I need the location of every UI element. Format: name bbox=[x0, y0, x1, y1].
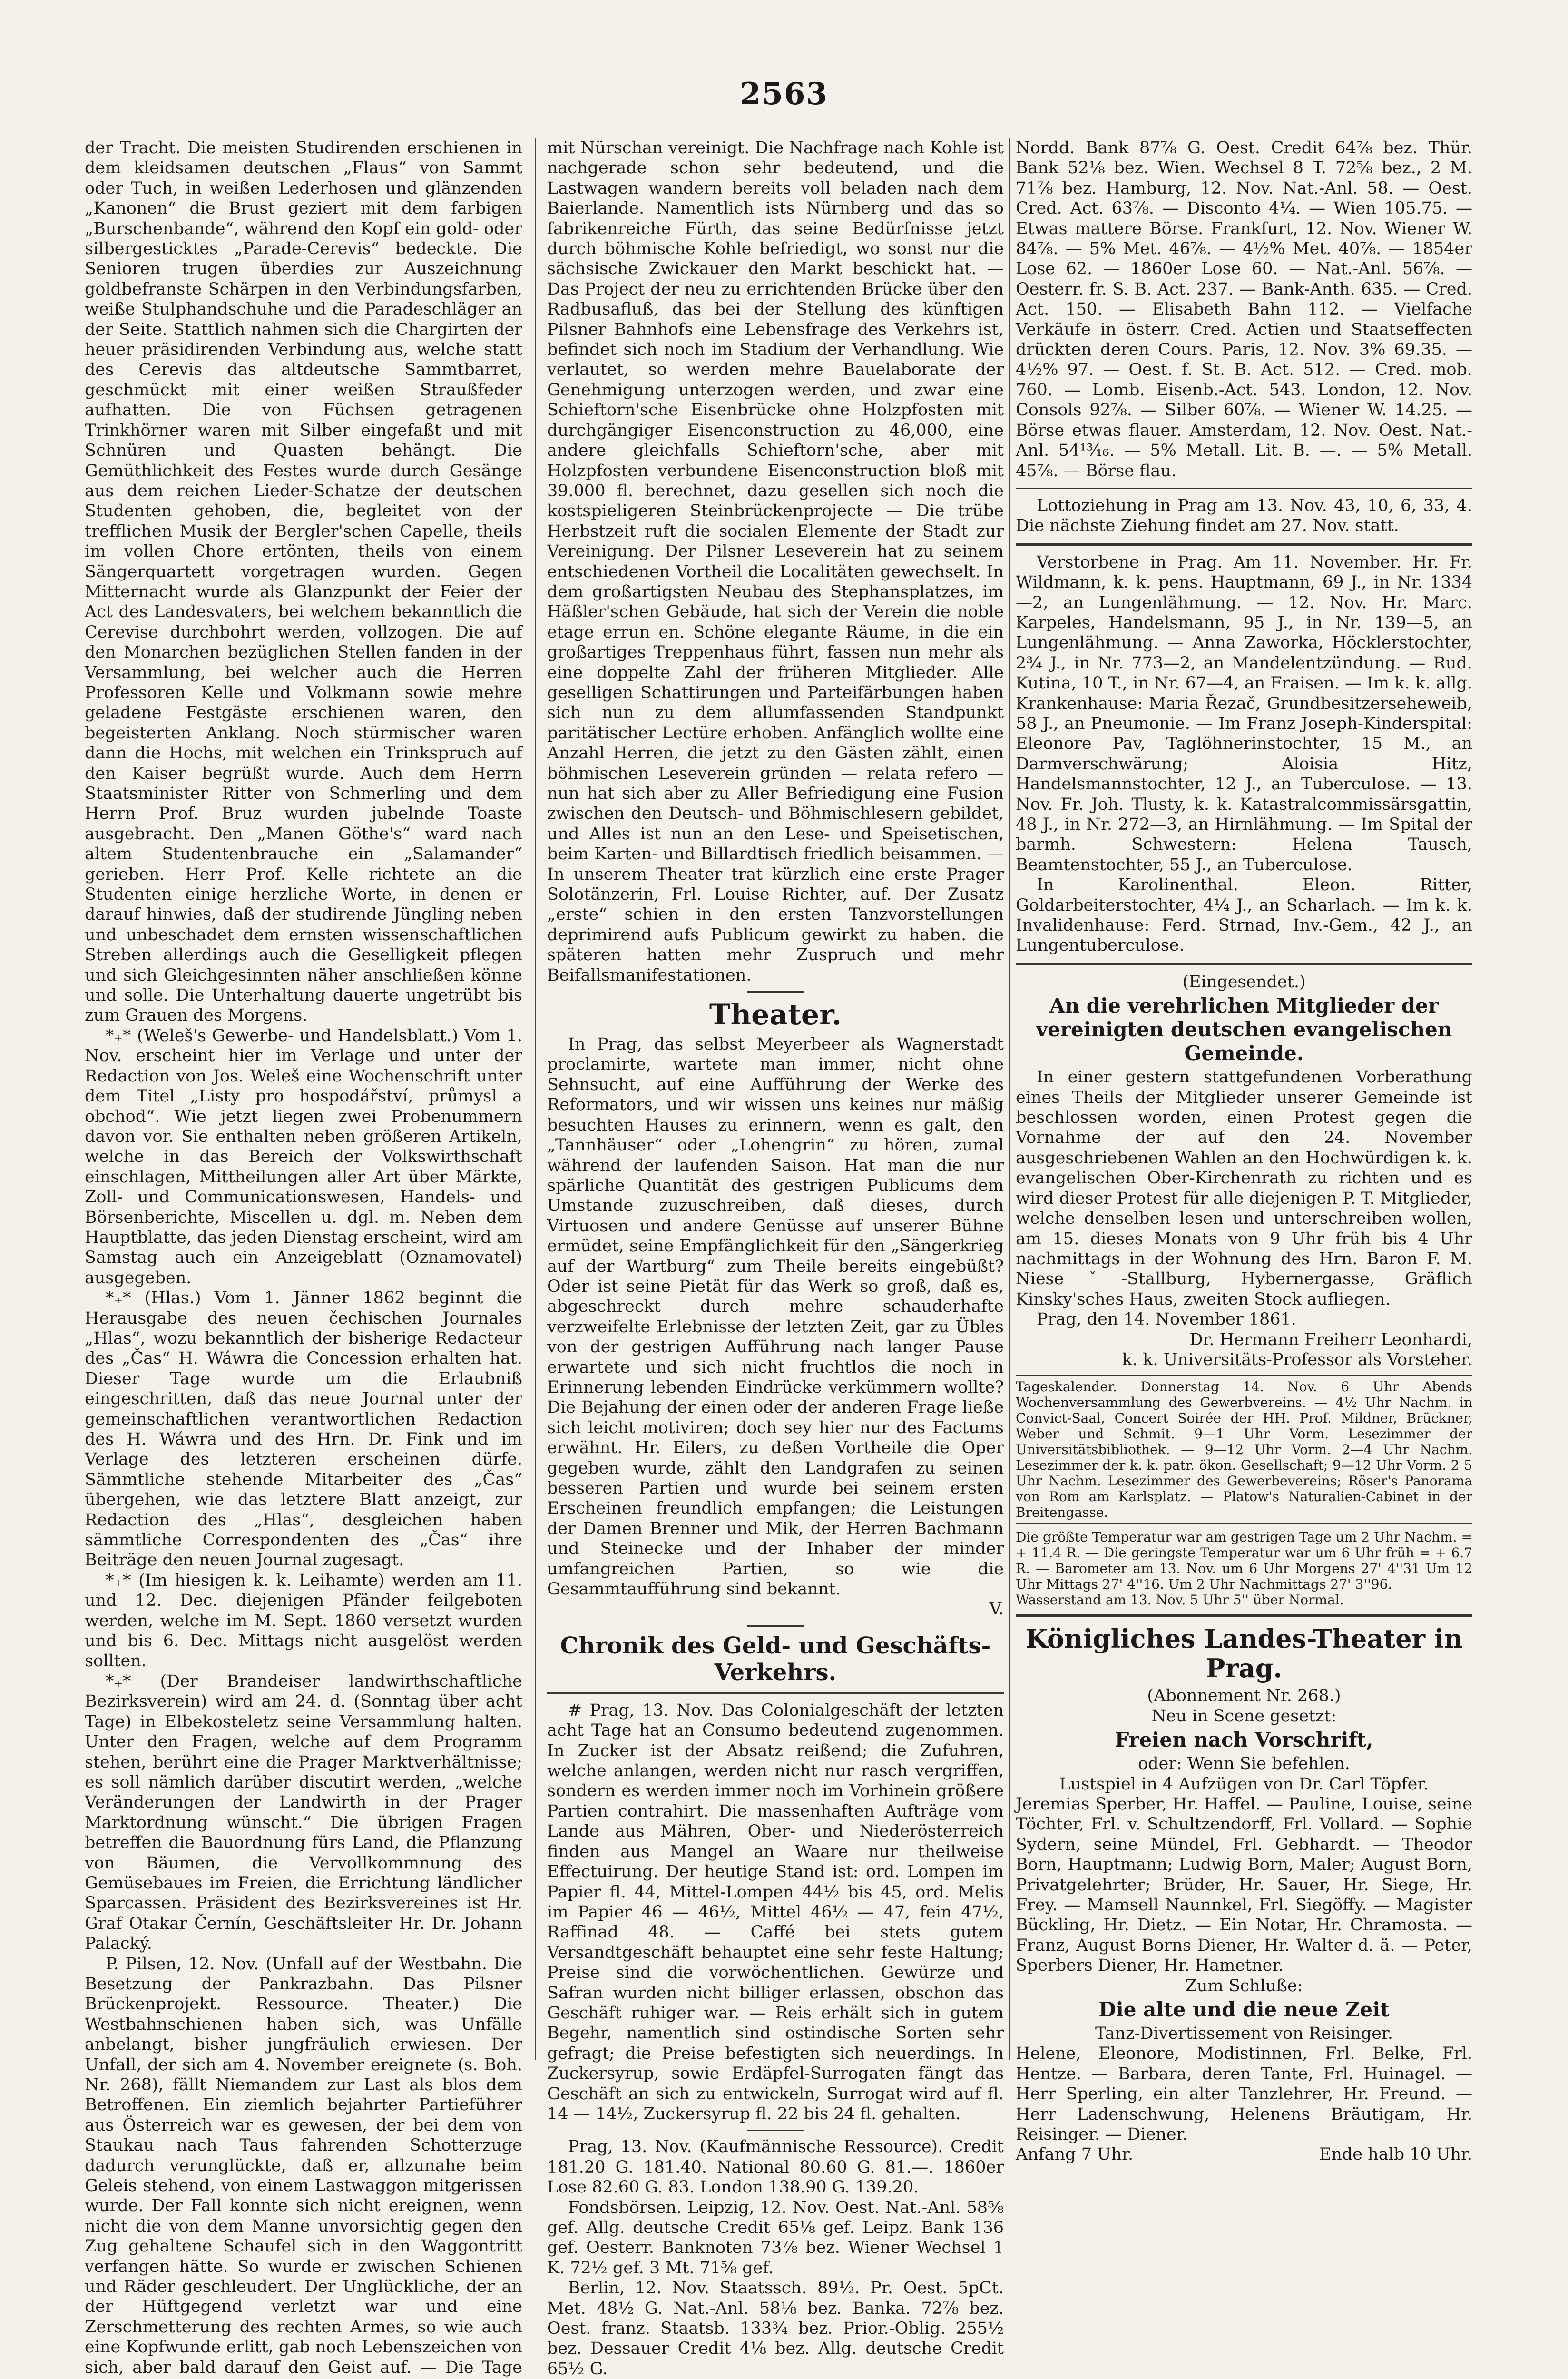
play-title: Freien nach Vorschrift, bbox=[1115, 1728, 1373, 1752]
dance-title: Die alte und die neue Zeit bbox=[1098, 1998, 1390, 2022]
article-paragraph: P. Pilsen, 12. Nov. (Unfall auf der Westbahn. Die Besetzung der Pankrazbahn. Das Pilsner Brückenprojekt. Ressource. Theater.) Die Westbahnschienen haben sich, was Unfälle anbelangt, bisher jungfräulich erwiesen. Der Unfall, der sich am 4. November ereignete (s. Boh. Nr. 268), fällt Niemandem zur Last als blos dem Betroffenen. Ein ziemlich bejahrter Partieführer aus Österreich war es gewesen, der bei dem von Staukau nach Taus fahrenden Schotterzuge dadurch verunglückte, daß er, allzunahe beim Geleis stehend, von einem Lastwaggon mitgerissen wurde. Der Fall konnte sich nicht ereignen, wenn nicht die von dem Manne unvorsichtig gegen den Zug gehaltene Schaufel sich in den Waggontritt verfangen hätte. So wurde er zwischen Schienen und Räder geschleudert. Der Unglückliche, der an der Hüftgegend verletzt war und eine Zerschmetterung des rechten Armes, so wie auch eine Kopfwunde erlitt, gab noch Lebenszeichen von sich, aber bald darauf den Geist auf. — Die Tage bbox=[85, 1954, 522, 2377]
theater-bill-heading: Königliches Landes-Theater in Prag. bbox=[1025, 1623, 1463, 1684]
column-1 bbox=[85, 138, 522, 2377]
play-subtitle: oder: Wenn Sie befehlen. bbox=[1138, 1754, 1350, 1774]
tageskalender: Tageskalender. Donnerstag 14. Nov. 6 Uhr Abends Wochenversammlung des Gewerbvereins. — 4½ Uhr Nachm. in Convict-Saal, Concert Soirée der HH. Prof. Mildner, Brückner, Weber und Schmit. 9—1 Uhr Vorm. Lesezimmer der Universitätsbibliothek. — 9—12 Uhr Vorm. 2—4 Uhr Nachm. Lesezimmer der k. k. patr. ökon. Gesellschaft; 9—12 Uhr Vorm. 2 5 Uhr Nachm. Lesezimmer des Gewerbevereins; Röser's Panorama von Rom am Karlsplatz. — Platow's Naturalien-Cabinet in der Breitengasse. bbox=[1016, 1379, 1472, 1521]
water-level: Wasserstand am 13. Nov. 5 Uhr 5'' über Normal. bbox=[1016, 1592, 1344, 1608]
time-row bbox=[1016, 2144, 1472, 2164]
theater-bill-neu: Neu in Scene gesetzt: bbox=[1151, 1706, 1337, 1726]
article-paragraph: der Tracht. Die meisten Studirenden erschienen in dem kleidsamen deutschen „Flaus“ von Sammt oder Tuch, in weißen Lederhosen und glänzenden „Kanonen“ die Brust geziert mit dem farbigen „Burschenbande“, während den Kopf ein gold- oder silbergesticktes „Parade-Cerevis“ bedeckte. Die Senioren trugen überdies zur Auszeichnung goldbefranste Schärpen in den Verbindungsfarben, weiße Stulphandschuhe und die Paradeschläger an der Seite. Stattlich nahmen sich die Chargirten der heuer präsidirenden Verbindung aus, welche statt des Cerevis das altdeutsche Sammtbarret, geschmückt mit einer weißen Straußfeder aufhatten. Die von Füchsen getragenen Trinkhörner waren mit Silber eingefaßt und mit Schnüren und Quasten behängt. Die Gemüthlichkeit des Festes wurde durch Gesänge aus dem reichen Lieder-Schatze der deutschen Studenten gehoben, die, begleitet von der trefflichen Musik der Bergler'schen Capelle, theils im vollen Chore ertönten, theils von einem Sängerquartett vorgetragen wurden. Gegen Mitternacht wurde als Glanzpunkt der Feier der Act des Landesvaters, bei welchem bekanntlich die Cerevise durchbohrt werden, vollzogen. Die auf den Monarchen bezüglichen Stellen fanden in der Versammlung, bei welcher auch die Herren Professoren Kelle und Volkmann sowie mehre geladene Festgäste erschienen waren, den begeisterten Anklang. Noch stürmischer waren dann die Hochs, mit welchen ein Trinkspruch auf den Kaiser begrüßt wurde. Auch dem Herrn Staatsminister Ritter von Schmerling und dem Herrn Prof. Bruz wurden jubelnde Toaste ausgebracht. Den „Manen Göthe's“ ward nach altem Studentenbrauche ein „Salamander“ gerieben. Herr Prof. Kelle richtete an die Studenten einige herzliche Worte, in denen er darauf hinwies, daß der studirende Jüngling neben und unbeschadet dem ernsten wissenschaftlichen Streben allerdings auch die Geselligkeit pflegen und sich Gleichgesinnten näher anschließen könne und solle. Die Unterhaltung dauerte ungetrübt bis zum Grauen des Morgens. bbox=[85, 138, 522, 1025]
temperature-report: Die größte Temperatur war am gestrigen Tage um 2 Uhr Nachm. = + 11.4 R. — Die geringste Temperatur war um 6 Uhr früh = + 6.7 R. — Barometer am 13. Nov. um 6 Uhr Morgens 27' 4''31 Um 12 Uhr Mittags 27' 4''16. Um 2 Uhr Nachmittags 27' 3''96. bbox=[1016, 1529, 1472, 1593]
theater-review: In Prag, das selbst Meyerbeer als Wagnerstadt proclamirte, wartete man immer, nicht ohne Sehnsucht, auf eine Aufführung der Werke des Reformators, und wir wissen uns keines nur mäßig besuchten Hauses zu erinnern, wenn es galt, den „Tannhäuser“ oder „Lohengrin“ zu hören, zumal während der laufenden Saison. Hat man die nur spärliche Quantität des gestrigen Publicums dem Umstande zuzuschreiben, daß dieses, durch Virtuosen und andere Genüsse auf unserer Bühne ermüdet, seine Empfänglichkeit für den „Sängerkrieg auf der Wartburg“ zum Theile bereits eingebüßt? Oder ist seine Pietät für das Werk so groß, daß es, abgeschreckt durch mehre schauderhafte verzweifelte Erlebnisse der letzten Zeit, gar zu Übles von der gestrigen Aufführung nach langer Pause erwartete und sich nicht fruchtlos die noch in Erinnerung lebenden Eindrücke verkümmern wollte? Die Bejahung der einen oder der anderen Frage ließe sich leicht motiviren; doch sey hier nur des Factums erwähnt. Hr. Eilers, zu deßen Vortheile die Oper gegeben wurde, zählt den Landgrafen zu seinen besseren Partien und wurde bei seinem ersten Erscheinen freundlich empfangen; die Leistungen der Damen Brenner und Mik, der Herren Bachmann und Steinecke und der Inhaber der minder umfangreichen Partien, so wie die Gesammtaufführung sind bekannt. bbox=[547, 1035, 1004, 1599]
page-number: 2563 bbox=[739, 76, 829, 112]
boerse-report: Nordd. Bank 87⅞ G. Oest. Credit 64⅞ bez. Thür. Bank 52⅛ bez. Wien. Wechsel 8 T. 72⅝ bez., 2 M. 71⅞ bez. Hamburg, 12. Nov. Nat.-Anl. 58. — Oest. Cred. Act. 63⅞. — Disconto 4¼. — Wien 105.75. — Etwas mattere Börse. Frankfurt, 12. Nov. Wiener W. 84⅞. — 5% Met. 46⅞. — 4½% Met. 40⅞. — 1854er Lose 62. — 1860er Lose 60. — Nat.-Anl. 56⅞. — Oesterr. fr. S. B. Act. 237. — Bank-Anth. 635. — Cred. Act. 150. — Elisabeth Bahn 112. — Vielfache Verkäufe in österr. Cred. Actien und Staatseffecten drückten deren Cours. Paris, 12. Nov. 3% 69.35. — 4½% 97. — Oest. f. St. B. Act. 512. — Cred. mob. 760. — Lomb. Eisenb.-Act. 543. London, 12. Nov. Consols 92⅞. — Silber 60⅞. — Wiener W. 14.25. — Börse etwas flauer. Amsterdam, 12. Nov. Oest. Nat.-Anl. 54¹³⁄₁₆. — 5% Metall. Lit. B. —. — 5% Metall. 45⅞. — Börse flau. bbox=[1016, 138, 1472, 481]
eingesendet-title: k. k. Universitäts-Professor als Vorsteher. bbox=[1122, 1350, 1472, 1369]
play-zum-schluss: Zum Schluße: bbox=[1185, 1976, 1303, 1996]
section-divider bbox=[747, 2130, 804, 2131]
section-divider bbox=[1016, 963, 1472, 965]
end-time: Ende halb 10 Uhr. bbox=[1319, 2145, 1472, 2164]
article-paragraph: *₊* (Im hiesigen k. k. Leihamte) werden am 11. und 12. Dec. diejenigen Pfänder feilgeboten werden, welche im M. Sept. 1860 versetzt wurden und bis 6. Dec. Mittags nicht ausgelöst werden sollten. bbox=[85, 1571, 522, 1671]
article-paragraph: *₊* (Der Brandeiser landwirthschaftliche Bezirksverein) wird am 24. d. (Sonntag über acht Tage) in Elbekosteletz seine Versammlung halten. Unter den Fragen, welche auf dem Programm stehen, berührt eine die Prager Marktverhältnisse; es soll nämlich darüber discutirt werden, „welche Veränderungen der Landwirth in der Prager Marktordnung wünscht.“ Die übrigen Fragen betreffen die Bauordnung fürs Land, die Pflanzung von Bäumen, die Vervollkommnung des Gemüsebaues im Freien, die Errichtung ländlicher Sparcassen. Präsident des Bezirksvereines ist Hr. Graf Otakar Černín, Geschäftsleiter Hr. Dr. Johann Palacký. bbox=[85, 1671, 522, 1954]
article-paragraph: *₊* (Hlas.) Vom 1. Jänner 1862 beginnt die Herausgabe des neuen čechischen Journales „Hlas“, wozu bekanntlich der bisherige Redacteur des „Čas“ H. Wáwra die Concession erhalten hat. Dieser Tage wurde um die Erlaubniß eingeschritten, daß das neue Journal unter der gemeinschaftlichen verantwortlichen Redaction des H. Wáwra und des Hrn. Dr. Fink und im Verlage des letzteren erscheinen dürfe. Sämmtliche stehende Mitarbeiter des „Čas“ übergehen, wie das letztere Blatt anzeigt, zur Redaction des „Hlas“, desgleichen haben sämmtliche Correspondenten des „Čas“ ihre Beiträge den neuen Journal zugesagt. bbox=[85, 1288, 522, 1570]
chronik-berlin: Berlin, 12. Nov. Staatssch. 89½. Pr. Oest. 5pCt. Met. 48½ G. Nat.-Anl. 58⅛ bez. Banka. 72⅞ bez. Oest. franz. Staatsb. 133¾ bez. Prior.-Oblig. 255½ bez. Dessauer Credit 4⅛ bez. Allg. deutsche Credit 65½ G. bbox=[547, 2279, 1004, 2379]
dance-info: Tanz-Divertissement von Reisinger. bbox=[1095, 2024, 1393, 2044]
column-2 bbox=[547, 138, 1004, 2379]
section-divider bbox=[1016, 543, 1472, 546]
article-paragraph: mit Nürschan vereinigt. Die Nachfrage nach Kohle ist nachgerade schon sehr bedeutend, und die Lastwagen wandern bereits voll beladen nach dem Baierlande. Namentlich ists Nürnberg und das so fabrikenreiche Fürth, das seine Bedürfnisse jetzt durch böhmische Kohle befriedigt, wo sonst nur die sächsische Zwickauer den Markt beschickt hat. — Das Project der neu zu errichtenden Brücke über den Radbusafluß, das bei der Stellung des künftigen Pilsner Bahnhofs eine Lebensfrage des Verkehrs ist, befindet sich noch im Stadium der Verhandlung. Wie verlautet, so werden mehre Bauelaborate der Genehmigung unterzogen werden, und zwar eine Schieftorn'sche Eisenbrücke ohne Holzpfosten mit durchgängiger Eisenconstruction zu 46,000, eine andere gleichfalls Schieftorn'sche, aber mit Holzpfosten verbundene Eisenconstruction bloß mit 39.000 fl. berechnet, dazu gesellen sich noch die kostspieligeren Steinbrückenprojecte — Die trübe Herbstzeit ruft die socialen Elemente der Stadt zur Vereinigung. Der Pilsner Leseverein hat zu seinem entschiedenen Vortheil die Localitäten gewechselt. In dem großartigsten Neubau des Stephansplatzes, im Häßler'schen Gebäude, hat sich der Verein die noble etage errun en. Schöne elegante Räume, in die ein großartiges Treppenhaus führt, fassen nun mehr als eine doppelte Zahl der früheren Mitglieder. Alle geselligen Schattirungen und Parteifärbungen haben sich nun zu dem allumfassenden Standpunkt paritätischer Lectüre erhoben. Anfänglich wollte eine Anzahl Herren, die jetzt zu den Gästen zählt, einen böhmischen Leseverein gründen — relata refero — nun hat sich aber zu Aller Befriedigung eine Fusion zwischen den Deutsch- und Böhmischlesern gebildet, und Alles ist nun an den Lese- und Speisetischen, beim Karten- und Billardtisch friedlich beisammen. — In unserem Theater trat kürzlich eine erste Prager Solotänzerin, Frl. Louise Richter, auf. Der Zusatz „erste“ schien in den ersten Tanzvorstellungen deprimirend aufs Publicum gewirkt zu haben. die späteren hatten mehr Zuspruch und mehr Beifallsmanifestationen. bbox=[547, 138, 1004, 985]
deaths-list: Verstorbene in Prag. Am 11. November. Hr. Fr. Wildmann, k. k. pens. Hauptmann, 69 J., in Nr. 1334—2, an Lungenlähmung. — 12. Nov. Hr. Marc. Karpeles, Handelsmann, 95 J., in Nr. 139—5, an Lungenlähmung. — Anna Zaworka, Höcklerstochter, 2¾ J., in Nr. 773—2, an Mandelentzündung. — Rud. Kutina, 10 T., in Nr. 67—4, an Fraisen. — Im k. k. allg. Krankenhause: Maria Řezač, Grundbesitzerseheweib, 58 J., an Pneumonie. — Im Franz Joseph-Kinderspital: Eleonore Pav, Taglöhnerinstochter, 15 M., an Darmverschwärung; Aloisia Hitz, Handelsmannstochter, 12 J., an Tuberculose. — 13. Nov. Fr. Joh. Tlusty, k. k. Katastralcommissärsgattin, 48 J., in Nr. 272—3, an Hirnlähmung. — Im Spital der barmh. Schwestern: Helena Tausch, Beamtenstochter, 55 J., an Tuberculose. bbox=[1016, 552, 1472, 875]
theater-heading: Theater. bbox=[709, 998, 842, 1032]
lotto-notice: Lottoziehung in Prag am 13. Nov. 43, 10, 6, 33, 4. Die nächste Ziehung findet am 27. Nov. statt. bbox=[1016, 496, 1472, 536]
article-paragraph: *₊* (Weleš's Gewerbe- und Handelsblatt.) Vom 1. Nov. erscheint hier im Verlage und unter der Redaction von Jos. Weleš eine Wochenschrift unter dem Titel „Listy pro hospodářství, průmysl a obchod“. Wie jetzt liegen zwei Probenummern davon vor. Sie enthalten neben größeren Artikeln, welche in das Bereich der Volkswirthschaft einschlagen, Mittheilungen aller Art über Märkte, Zoll- und Communicationswesen, Handels- und Börsenberichte, Miscellen u. dgl. m. Neben dem Hauptblatte, das jeden Dienstag erscheint, wird am Samstag auch ein Anzeigeblatt (Oznamovatel) ausgegeben. bbox=[85, 1026, 522, 1288]
eingesendet-text: In einer gestern stattgefundenen Vorberathung eines Theils der Mitglieder unserer Gemeinde ist beschlossen worden, einen Protest gegen die Vornahme der auf den 24. November ausgeschriebenen Wahlen an den Hochwürdigen k. k. evangelischen Ober-Kirchenrath zu richten und es wird dieser Protest für alle diejenigen P. T. Mitglieder, welche denselben lesen und unterschreiben wollen, am 15. dieses Monats von 9 Uhr früh bis 4 Uhr nachmittags in der Wohnung des Hrn. Baron F. M. Nieseˇ-Stallburg, Hybernergasse, Gräflich Kinsky'sches Haus, zweiten Stock aufliegen. bbox=[1016, 1068, 1472, 1309]
section-divider bbox=[747, 991, 804, 993]
chronik-prag: Prag, 13. Nov. (Kaufmännische Ressource). Credit 181.20 G. 181.40. National 80.60 G. 81.—. 1860er Lose 82.60 G. 83. London 138.90 G. 139.20. bbox=[547, 2137, 1004, 2197]
deaths-karolinenthal: In Karolinenthal. Eleon. Ritter, Goldarbeiterstochter, 4¼ J., an Scharlach. — Im k. k. Invalidenhause: Ferd. Strnad, Inv.-Gem., 42 J., an Lungentuberculose. bbox=[1016, 875, 1472, 955]
chronik-text: # Prag, 13. Nov. Das Colonialgeschäft der letzten acht Tage hat an Consumo bedeutend zugenommen. In Zucker ist der Absatz reißend; die Zufuhren, welche anlangen, werden nicht nur rasch vergriffen, sondern es werden immer noch im Vorhinein größere Partien contrahirt. Die massenhaften Aufträge vom Lande aus Mähren, Ober- und Niederösterreich finden aus Mangel an Waare nur theilweise Effectuirung. Der heutige Stand ist: ord. Lompen im Papier fl. 44, Mittel-Lompen 44½ bis 45, ord. Melis im Papier 46 — 46½, Mittel 46½ — 47, fein 47½, Raffinad 48. — Caffé bei stets gutem Versandtgeschäft behauptet eine sehr feste Haltung; Preise sind die vorwöchentlichen. Gewürze und Safran wurden nicht billiger erlassen, obschon das Geschäft ruhiger war. — Reis erhält sich in gutem Begehr, namentlich sind ostindische Sorten sehr gefragt; die Preise befestigten sich neuerdings. In Zuckersyrup, sowie Erdäpfel-Surrogaten fängt das Geschäft an sich zu entwickeln, Surrogat wird auf fl. 14 — 14½, Zuckersyrup fl. 22 bis 24 fl. gehalten. bbox=[547, 1701, 1004, 2123]
eingesendet-tag: (Eingesendet.) bbox=[1182, 972, 1306, 992]
start-time: Anfang 7 Uhr. bbox=[1016, 2145, 1134, 2164]
dance-cast: Helene, Eleonore, Modistinnen, Frl. Belke, Frl. Hentze. — Barbara, deren Tante, Frl. Huinagel. — Herr Sperling, ein alter Tanzlehrer, Hr. Freund. — Herr Ladenschwung, Helenens Bräutigam, Hr. Reisinger. — Diener. bbox=[1016, 2044, 1472, 2144]
section-divider bbox=[747, 1625, 804, 1627]
play-info: Lustspiel in 4 Aufzügen von Dr. Carl Töpfer. bbox=[1059, 1774, 1429, 1794]
section-divider bbox=[1016, 1614, 1472, 1617]
theater-signature: V. bbox=[989, 1600, 1004, 1619]
chronik-heading: Chronik des Geld- und Geschäfts-Verkehrs. bbox=[560, 1632, 991, 1686]
eingesendet-signer: Dr. Hermann Freiherr Leonhardi, bbox=[1189, 1330, 1472, 1349]
column-divider bbox=[1009, 138, 1010, 2060]
column-3 bbox=[1016, 138, 1472, 2164]
column-divider bbox=[535, 138, 536, 2060]
eingesendet-heading: An die verehrlichen Mitglieder der vereinigten deutschen evangelischen Gemeinde. bbox=[1036, 994, 1452, 1065]
daily-calendar-box bbox=[1016, 1375, 1472, 1524]
chronik-fonds: Fondsbörsen. Leipzig, 12. Nov. Oest. Nat.-Anl. 58⅝ gef. Allg. deutsche Credit 65⅛ gef. Leipz. Bank 136 gef. Oesterr. Banknoten 73⅞ bez. Wiener Wechsel 1 K. 72½ gef. 3 Mt. 71⅝ gef. bbox=[547, 2198, 1004, 2278]
section-divider bbox=[547, 1692, 1004, 1694]
theater-bill-abonnement: (Abonnement Nr. 268.) bbox=[1147, 1686, 1341, 1706]
eingesendet-date: Prag, den 14. November 1861. bbox=[1037, 1310, 1296, 1329]
play-cast: Jeremias Sperber, Hr. Haffel. — Pauline, Louise, seine Töchter, Frl. v. Schultzendorff, Frl. Vollard. — Sophie Sydern, seine Mündel, Frl. Gebhardt. — Theodor Born, Hauptmann; Ludwig Born, Maler; August Born, Privatgelehrter; Brüder, Hr. Sauer, Hr. Siege, Hr. Frey. — Mamsell Naunnkel, Frl. Siegöffy. — Magister Bückling, Hr. Dietz. — Ein Notar, Hr. Chramosta. — Franz, August Borns Diener, Hr. Walter d. ä. — Peter, Sperbers Diener, Hr. Hametner. bbox=[1016, 1794, 1472, 1976]
section-divider bbox=[1016, 488, 1472, 489]
